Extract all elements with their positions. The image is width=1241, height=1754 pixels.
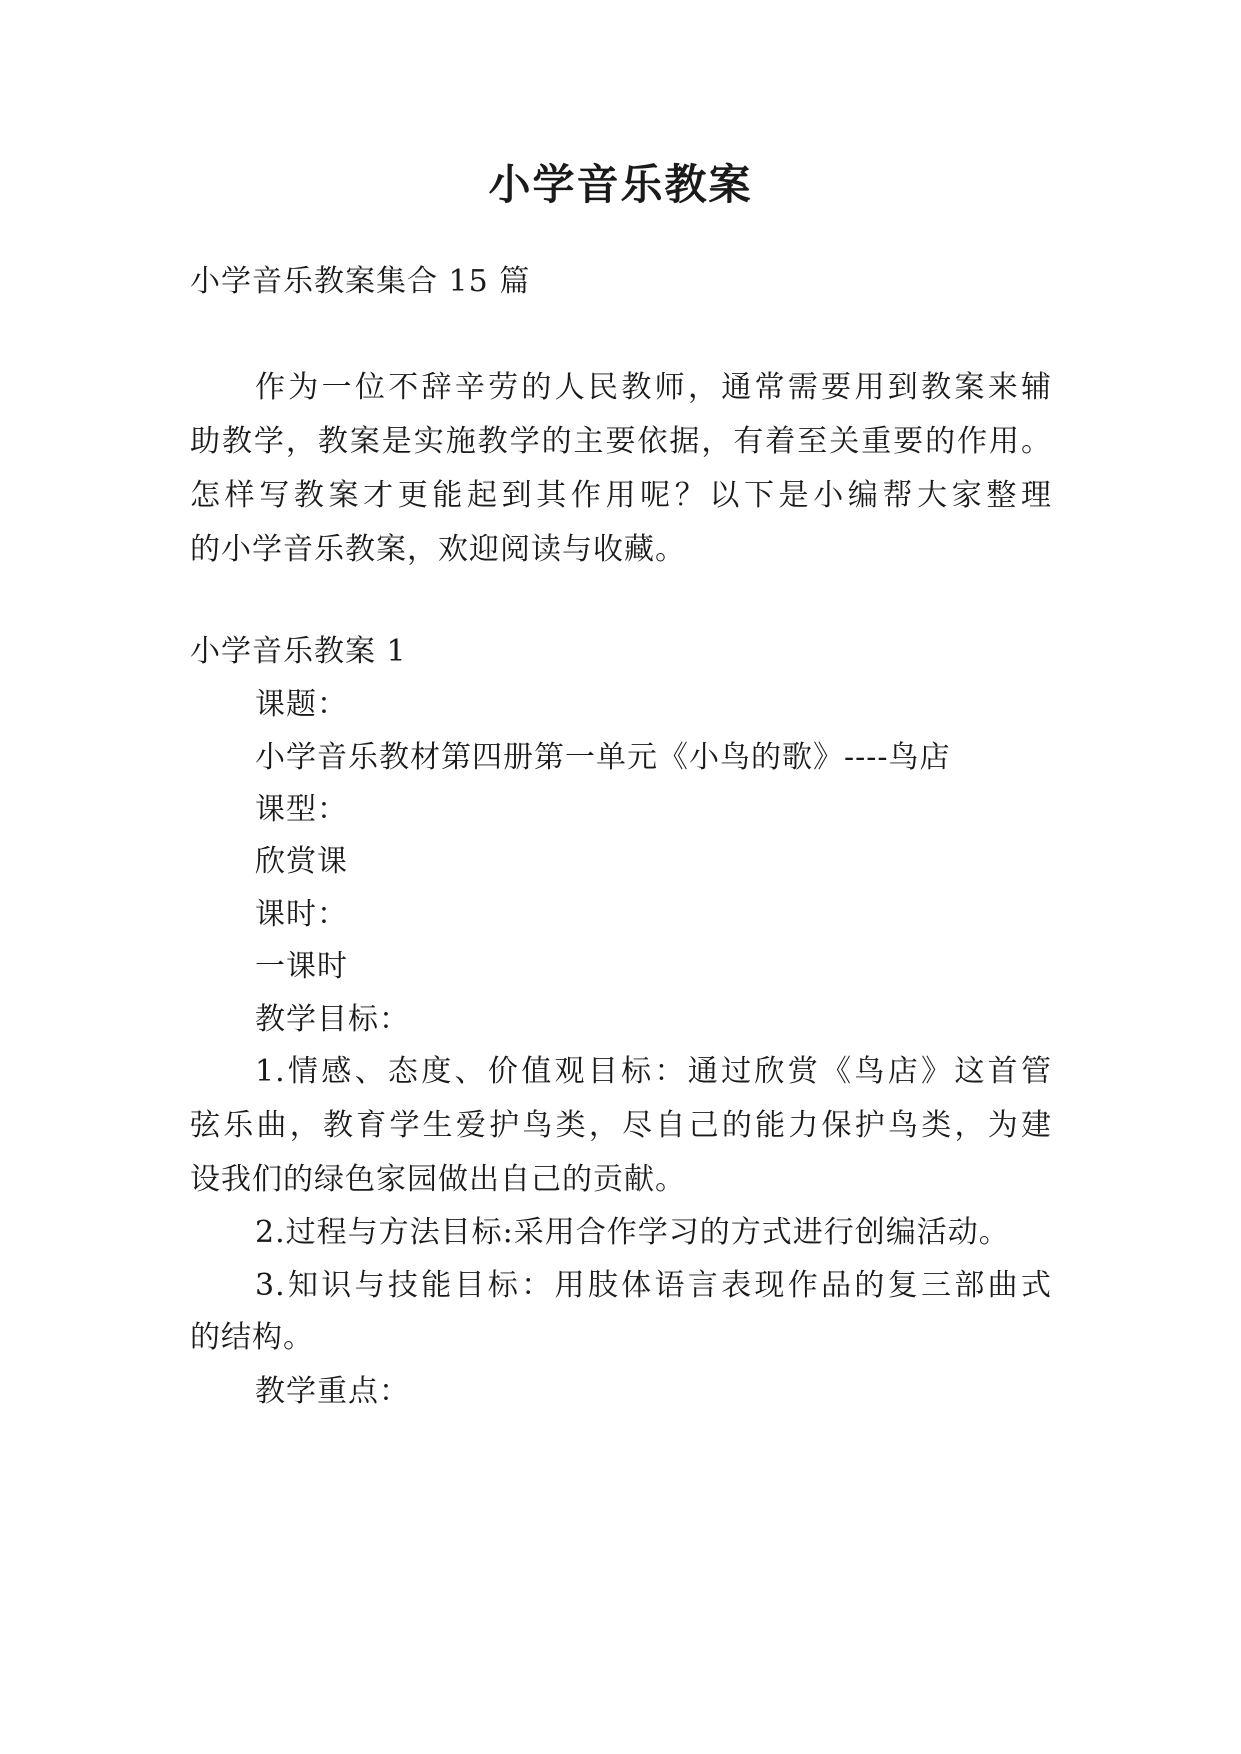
intro-paragraph-line: 怎样写教案才更能起到其作用呢？以下是小编帮大家整理	[190, 478, 1052, 513]
document-title: 小学音乐教案	[488, 160, 753, 209]
intro-paragraph-line: 助教学，教案是实施教学的主要依据，有着至关重要的作用。	[190, 424, 1052, 459]
goals-label: 教学目标：	[255, 1002, 410, 1037]
goal3-line: 3.知识与技能目标：用肢体语言表现作品的复三部曲式	[255, 1268, 1052, 1303]
hours-label: 课时：	[255, 897, 348, 932]
goal1-line: 弦乐曲，教育学生爱护鸟类，尽自己的能力保护鸟类，为建	[190, 1108, 1052, 1143]
type-label: 课型：	[255, 792, 348, 827]
intro-paragraph-line: 作为一位不辞辛劳的人民教师，通常需要用到教案来辅	[255, 370, 1052, 405]
topic-value: 小学音乐教材第四册第一单元《小鸟的歌》----鸟店	[255, 740, 951, 775]
type-value: 欣赏课	[255, 844, 348, 879]
intro-paragraph-line: 的小学音乐教案，欢迎阅读与收藏。	[190, 532, 686, 567]
focus-label: 教学重点：	[255, 1374, 410, 1409]
goal3-line: 的结构。	[190, 1320, 314, 1355]
document-subtitle: 小学音乐教案集合 15 篇	[190, 264, 531, 299]
goal2-line: 2.过程与方法目标:采用合作学习的方式进行创编活动。	[255, 1215, 1010, 1250]
hours-value: 一课时	[255, 949, 348, 984]
goal1-line: 设我们的绿色家园做出自己的贡献。	[190, 1162, 686, 1197]
topic-label: 课题：	[255, 687, 348, 722]
goal1-line: 1.情感、态度、价值观目标：通过欣赏《鸟店》这首管	[255, 1054, 1052, 1089]
section-heading: 小学音乐教案 1	[190, 634, 407, 669]
